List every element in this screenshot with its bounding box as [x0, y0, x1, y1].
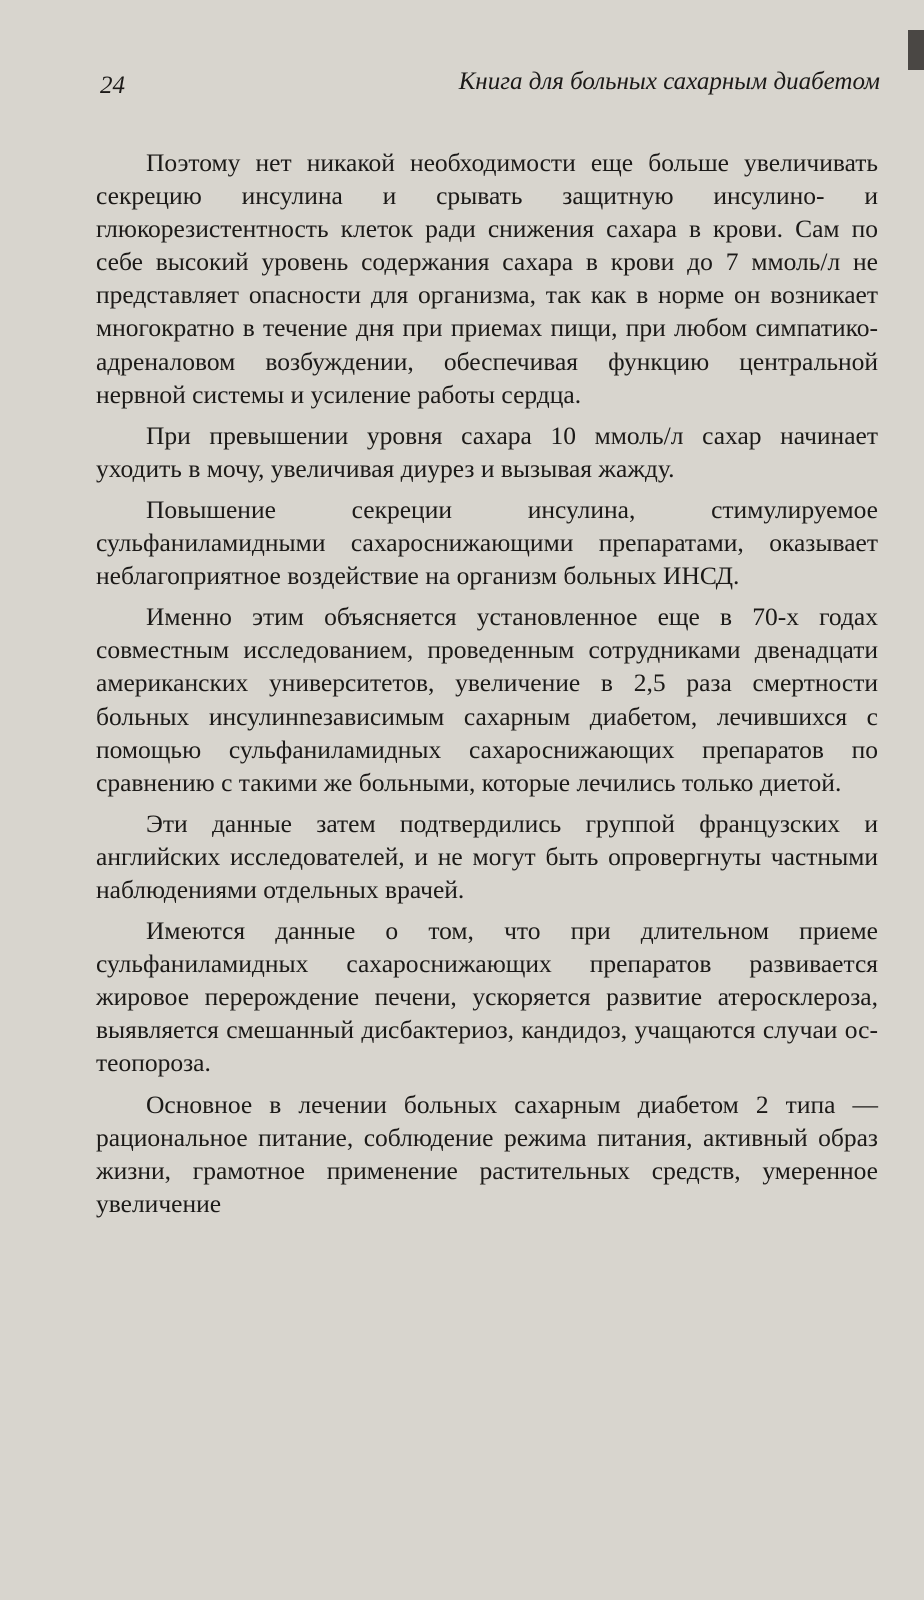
page-header [100, 68, 880, 108]
paragraph-1: Поэтому нет никакой необходимости еще больше увеличивать секрецию инсулина и срывать защитную инсулино- и глюкорезистентность клеток ради снижения сахара в крови. Сам по себе высокий уровень содержания сахара в крови до 7 ммоль/л не представляет опасности для организма, так как в норме он возникает многократно в течение дня при приемах пищи, при любом симпатико-адреналовом возбуждении, обеспечивая функцию центральной нервной системы и усиление работы сердца. [96, 148, 878, 409]
paragraph-5: Эти данные затем подтвердились группой французских и английских исследователей, и не могут быть опровергнуты частными наблюдениями отдельных врачей. [96, 808, 878, 904]
page-edge-mark [908, 30, 924, 70]
paragraph-2: При превышении уровня сахара 10 ммоль/л сахар начинает уходить в мочу, увеличивая диурез и вызывая жажду. [96, 420, 878, 483]
paragraph-6: Имеются данные о том, что при длительном приеме сульфаниламидных сахароснижающих препаратов развивается жировое перерождение печени, ускоряется развитие атеросклероза, выявляется смешанный дисбактериоз, кандидоз, учащаются случаи остеопороза. [96, 916, 878, 1078]
paragraph-4: Именно этим объясняется установленное еще в 70-х годах совместным исследованием, проведенным сотрудниками двенадцати американских университетов, увеличение в 2,5 раза смертности больных инсулинneзависимым сахарным диабетом, лечившихся с помощью сульфаниламидных сахароснижающих препаратов по сравнению с такими же больными, которые лечились только диетой. [96, 602, 878, 797]
text-body [96, 146, 878, 1228]
running-title: Книга для больных сахарным диабетом [458, 68, 880, 95]
paragraph-3: Повышение секреции инсулина, стимулируемое сульфаниламидными сахароснижающими препаратами, оказывает неблагоприятное воздействие на организм больных ИНСД. [96, 494, 878, 591]
paragraph-7: Основное в лечении больных сахарным диабетом 2 типа — рациональное питание, соблюдение режима питания, активный образ жизни, грамотное применение растительных средств, умеренное увеличение [96, 1089, 878, 1218]
page-number: 24 [100, 72, 125, 99]
